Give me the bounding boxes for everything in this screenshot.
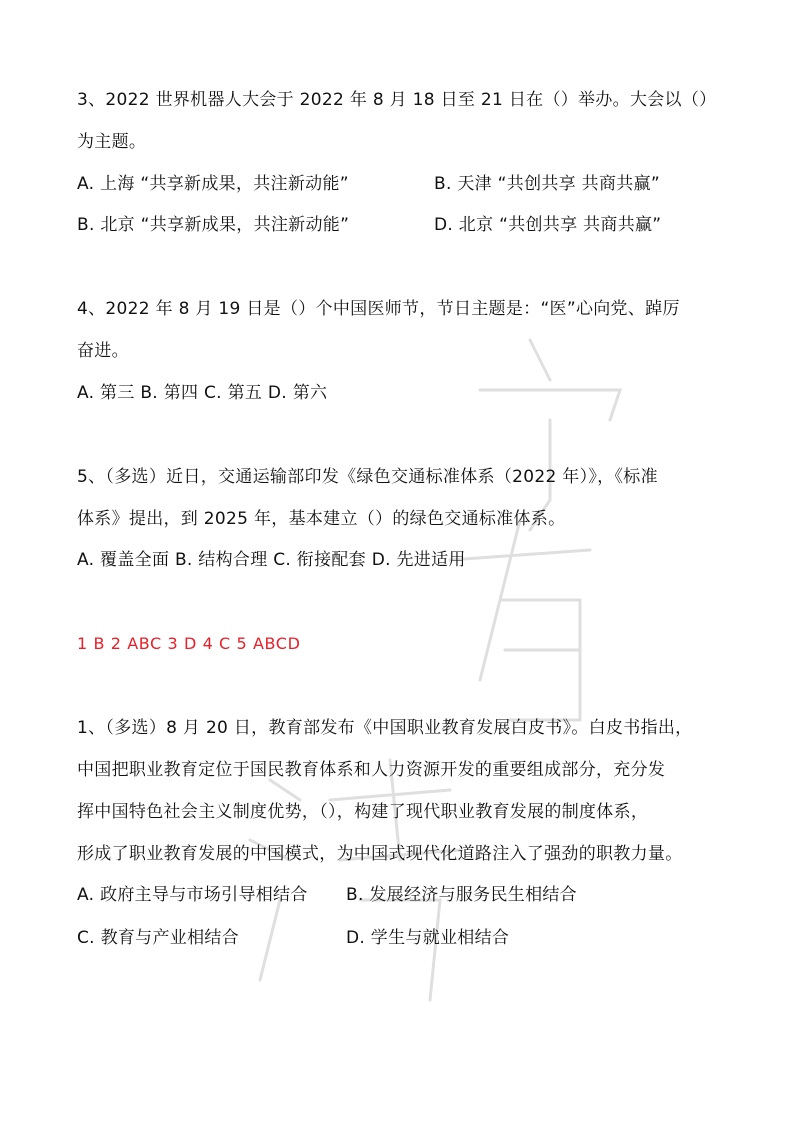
q4-stem-line2: 奋进。 bbox=[77, 341, 129, 361]
q1b-option-a: A. 政府主导与市场引导相结合 bbox=[77, 885, 308, 905]
q1b-stem-line3: 挥中国特色社会主义制度优势，（），构建了现代职业教育发展的制度体系， bbox=[77, 802, 649, 822]
answer-key: 1 B 2 ABC 3 D 4 C 5 ABCD bbox=[77, 634, 301, 653]
q3-stem-line2: 为主题。 bbox=[77, 132, 147, 152]
q3-option-a: A. 上海 “共享新成果，共注新动能” bbox=[77, 174, 349, 194]
q4-stem-line1: 4、2022 年 8 月 19 日是（）个中国医师节，节日主题是：“医”心向党、踔厉 bbox=[77, 299, 680, 319]
q1b-option-b: B. 发展经济与服务民生相结合 bbox=[346, 885, 577, 905]
watermark bbox=[150, 300, 710, 1120]
q3-option-d: D. 北京 “共创共享 共商共赢” bbox=[434, 215, 662, 235]
q1b-option-c: C. 教育与产业相结合 bbox=[77, 928, 239, 948]
q3-option-c: B. 北京 “共享新成果，共注新动能” bbox=[77, 215, 350, 235]
q1b-stem-line4: 形成了职业教育发展的中国模式，为中国式现代化道路注入了强劲的职教力量。 bbox=[77, 844, 683, 864]
q1b-stem-line2: 中国把职业教育定位于国民教育体系和人力资源开发的重要组成部分，充分发 bbox=[77, 760, 666, 780]
q5-stem-line2: 体系》提出，到 2025 年，基本建立（）的绿色交通标准体系。 bbox=[77, 509, 566, 529]
q1b-stem-line1: 1、（多选）8 月 20 日，教育部发布《中国职业教育发展白皮书》。白皮书指出， bbox=[77, 718, 693, 738]
q4-options: A. 第三 B. 第四 C. 第五 D. 第六 bbox=[77, 383, 328, 403]
q1b-option-d: D. 学生与就业相结合 bbox=[346, 928, 510, 948]
q5-options: A. 覆盖全面 B. 结构合理 C. 衔接配套 D. 先进适用 bbox=[77, 550, 466, 570]
q3-option-b: B. 天津 “共创共享 共商共赢” bbox=[434, 174, 660, 194]
q5-stem-line1: 5、（多选）近日，交通运输部印发《绿色交通标准体系（2022 年）》，《标准 bbox=[77, 467, 658, 487]
q3-stem-line1: 3、2022 世界机器人大会于 2022 年 8 月 18 日至 21 日在（）举办。大会以（） bbox=[77, 90, 717, 110]
